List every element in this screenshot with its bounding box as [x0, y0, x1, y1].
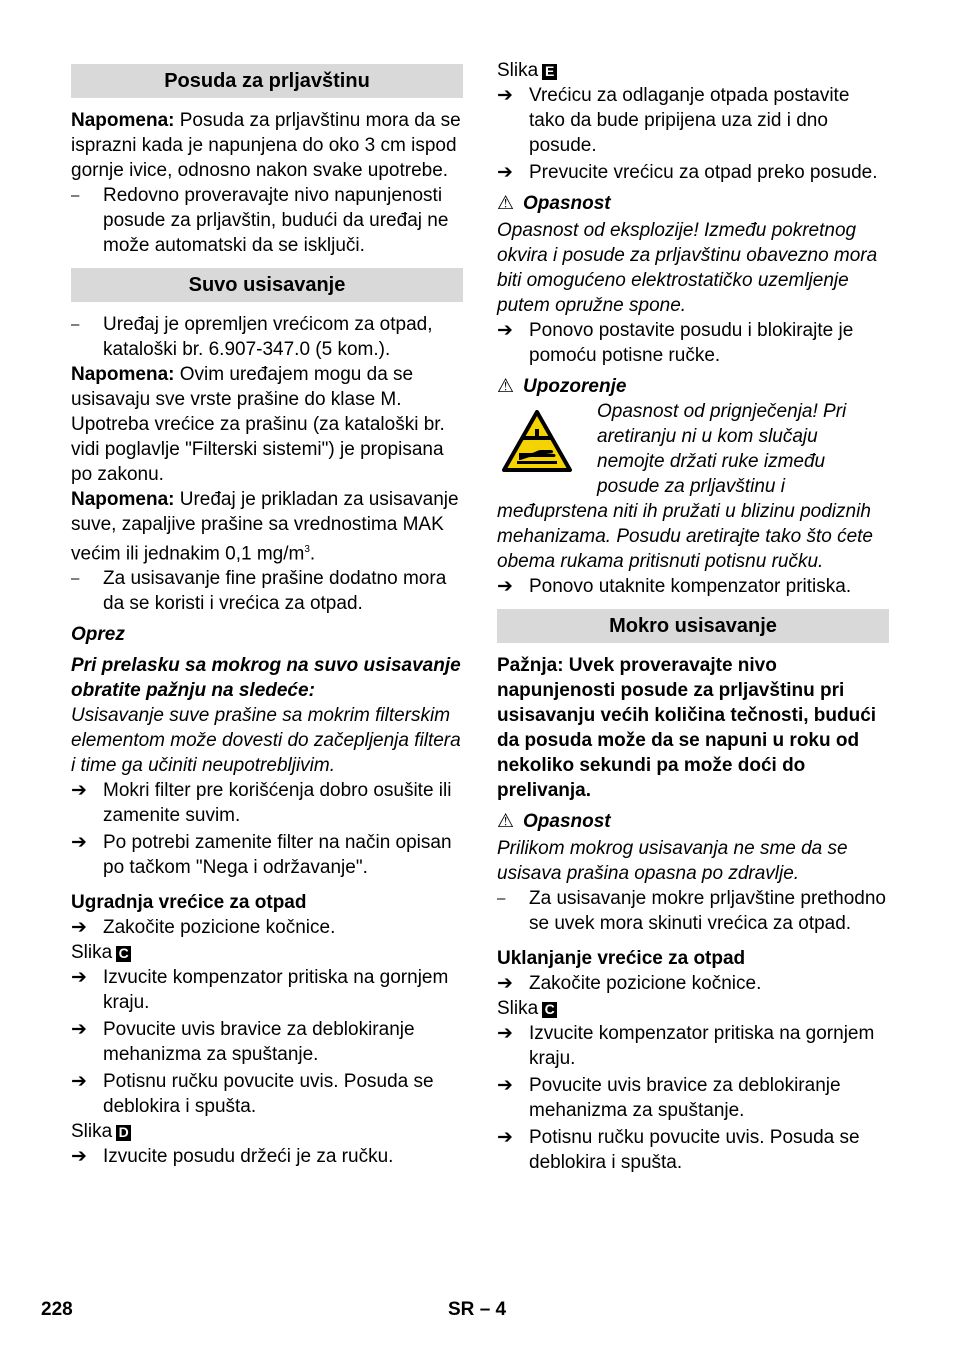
- arrow-right-icon: ➔: [71, 832, 87, 854]
- section-title-wet-vacuuming: Mokro usisavanje: [497, 609, 889, 643]
- note-label: Napomena:: [71, 364, 175, 385]
- list-item-text: Redovno proveravajte nivo napunjenosti posude za prljavštin, budući da uređaj ne može automatski da se isključi.: [103, 185, 449, 256]
- danger-text: Prilikom mokrog usisavanja ne sme da se usisava prašina opasna po zdravlje.: [497, 838, 848, 884]
- step-item: [497, 1073, 889, 1123]
- warning-title-text: Upozorenje: [523, 376, 627, 397]
- list-item: [71, 566, 463, 616]
- danger-text: Opasnost od eksplozije! Između pokretnog okvira i posude za prljavštinu obavezno mora biti omogućeno elektrostatičko uzemljenje putem opružne spone.: [497, 220, 878, 316]
- note-end: .: [309, 543, 316, 565]
- figure-ref: [497, 58, 889, 83]
- figure-ref: [71, 1119, 463, 1144]
- step-text: Ponovo utaknite kompenzator pritiska.: [529, 576, 852, 597]
- note-paragraph: [71, 108, 463, 183]
- step-text: Povucite uvis bravice za deblokiranje mehanizma za spuštanje.: [529, 1075, 841, 1121]
- figure-letter: D: [116, 1125, 131, 1141]
- step-text: Po potrebi zamenite filter na način opisan po tačkom "Nega i održavanje".: [103, 832, 452, 879]
- step-item: [71, 778, 463, 828]
- step-text: Potisnu ručku povucite uvis. Posuda se deblokira i spušta.: [103, 1071, 434, 1118]
- arrow-right-icon: ➔: [497, 85, 513, 106]
- figure-letter: C: [542, 1002, 557, 1018]
- left-column: [71, 58, 463, 1169]
- warning-triangle-icon: ⚠: [497, 376, 515, 397]
- arrow-right-icon: ➔: [497, 320, 513, 341]
- figure-letter: E: [542, 64, 557, 80]
- footer-dash: –: [479, 1299, 491, 1320]
- crush-hazard-icon: [501, 409, 573, 473]
- figure-label: Slika: [497, 60, 539, 81]
- step-text: Prevucite vrećicu za otpad preko posude.: [529, 162, 878, 183]
- step-item: [497, 160, 889, 185]
- step-text: Vrećicu za odlaganje otpada postavite tako da bude pripijena uza zid i dno posude.: [529, 85, 850, 156]
- warning-triangle-icon: ⚠: [497, 193, 515, 214]
- note-text: Posuda za prljavštinu mora da se isprazni kada je napunjena do oko 3 cm ispod gornje ivice, odnosno nakon svake upotrebe.: [71, 110, 461, 181]
- step-item: [497, 83, 889, 158]
- warning-triangle-icon: ⚠: [497, 811, 515, 832]
- arrow-right-icon: ➔: [497, 1127, 513, 1148]
- list-item-text: Za usisavanje fine prašine dodatno mora da se koristi i vrećica za otpad.: [103, 568, 447, 615]
- subheading-remove-bag: Uklanjanje vrećice za otpad: [497, 948, 746, 969]
- page-number: 228: [41, 1299, 73, 1320]
- step-item: [71, 915, 463, 940]
- step-item: [497, 971, 889, 996]
- step-text: Izvucite posudu držeći je za ručku.: [103, 1146, 394, 1168]
- step-text: Izvucite kompenzator pritiska na gornjem kraju.: [529, 1023, 875, 1069]
- arrow-right-icon: ➔: [71, 1071, 87, 1093]
- arrow-right-icon: ➔: [497, 973, 513, 994]
- dash-marker: –: [71, 187, 80, 204]
- figure-letter: C: [116, 946, 131, 962]
- arrow-right-icon: ➔: [497, 1075, 513, 1096]
- list-item: [71, 312, 463, 362]
- arrow-right-icon: ➔: [71, 780, 87, 802]
- step-item: [497, 318, 889, 368]
- step-text: Ponovo postavite posudu i blokirajte je pomoću potisne ručke.: [529, 320, 854, 366]
- step-item: [497, 1125, 889, 1175]
- subheading-install-bag: Ugradnja vrećice za otpad: [71, 892, 307, 914]
- step-text: Povucite uvis bravice za deblokiranje mehanizma za spuštanje.: [103, 1019, 415, 1066]
- list-item: [71, 183, 463, 258]
- figure-label: Slika: [71, 1121, 113, 1143]
- warning-title: [497, 374, 889, 399]
- step-text: Mokri filter pre korišćenja dobro osušite ili zamenite suvim.: [103, 780, 452, 827]
- language-code: SR: [448, 1299, 475, 1320]
- figure-label: Slika: [497, 998, 539, 1019]
- step-item: [497, 574, 889, 599]
- danger-title: [497, 809, 889, 834]
- warning-block: [497, 399, 889, 574]
- note-label: Napomena:: [71, 489, 175, 510]
- caution-title: Oprez: [71, 624, 125, 646]
- danger-title-text: Opasnost: [523, 811, 611, 832]
- attention-paragraph: Pažnja: Uvek proveravajte nivo napunjenosti posude za prljavštinu pri usisavanju većih količina tečnosti, budući da posuda može da se napuni u roku od nekoliko sekundi pa može doći do prelivanja.: [497, 655, 877, 801]
- danger-title: [497, 191, 889, 216]
- note-text: Ovim uređajem mogu da se usisavaju sve vrste prašine do klase M. Upotreba vrećice za prašinu (za kataloški br. vidi poglavlje "Filterski sistemi") je propisana po zakonu.: [71, 364, 445, 485]
- list-item-text: Uređaj je opremljen vrećicom za otpad, kataloški br. 6.907-347.0 (5 kom.).: [103, 314, 433, 360]
- arrow-right-icon: ➔: [71, 1146, 87, 1168]
- caution-text: Usisavanje suve prašine sa mokrim filterskim elementom može dovesti do začepljenja filtera i time ga učiniti neupotrebljivim.: [71, 705, 461, 777]
- figure-ref: [71, 940, 463, 965]
- step-text: Zakočite pozicione kočnice.: [529, 973, 762, 994]
- note-paragraph: [71, 487, 463, 566]
- step-text: Zakočite pozicione kočnice.: [103, 917, 336, 939]
- step-item: [71, 1017, 463, 1067]
- right-column: [497, 58, 889, 1175]
- dash-marker: –: [71, 316, 80, 333]
- step-text: Izvucite kompenzator pritiska na gornjem kraju.: [103, 967, 449, 1014]
- figure-ref: [497, 996, 889, 1021]
- dash-marker: –: [71, 570, 80, 588]
- dash-marker: –: [497, 890, 506, 907]
- list-item: [497, 886, 889, 936]
- arrow-right-icon: ➔: [497, 1023, 513, 1044]
- note-paragraph: [71, 362, 463, 487]
- step-item: [497, 1021, 889, 1071]
- arrow-right-icon: ➔: [71, 917, 87, 939]
- warning-text: Opasnost od prignječenja! Pri aretiranju ni u kom slučaju nemojte držati ruke između posude za prljavštinu i međuprstena niti ih pružati u blizinu podiznih mehanizama. Posudu aretirajte tako što ćete obema rukama pritisnuti potisnu ručku.: [497, 401, 873, 572]
- step-item: [71, 965, 463, 1015]
- arrow-right-icon: ➔: [497, 576, 513, 597]
- section-title-dry-vacuuming: Suvo usisavanje: [71, 268, 463, 302]
- step-text: Potisnu ručku povucite uvis. Posuda se deblokira i spušta.: [529, 1127, 860, 1173]
- step-item: [71, 1069, 463, 1119]
- caution-bold: Pri prelasku sa mokrog na suvo usisavanje obratite pažnju na sledeće:: [71, 655, 461, 702]
- step-item: [71, 1144, 463, 1169]
- figure-label: Slika: [71, 942, 113, 964]
- note-label: Napomena:: [71, 110, 175, 131]
- section-page-label: [448, 1297, 506, 1322]
- note-text: Uređaj je prikladan za usisavanje suve, zapaljive prašine sa vrednostima MAK većim ili jednakim 0,1 mg/m: [71, 489, 459, 565]
- danger-title-text: Opasnost: [523, 193, 611, 214]
- arrow-right-icon: ➔: [71, 967, 87, 989]
- superscript: 3: [304, 544, 310, 555]
- list-item-text: Za usisavanje mokre prljavštine prethodno se uvek mora skinuti vrećica za otpad.: [529, 888, 886, 934]
- arrow-right-icon: ➔: [71, 1019, 87, 1041]
- section-page-number: 4: [495, 1299, 507, 1320]
- step-item: [71, 830, 463, 880]
- section-title-dirt-container: Posuda za prljavštinu: [71, 64, 463, 98]
- arrow-right-icon: ➔: [497, 162, 513, 183]
